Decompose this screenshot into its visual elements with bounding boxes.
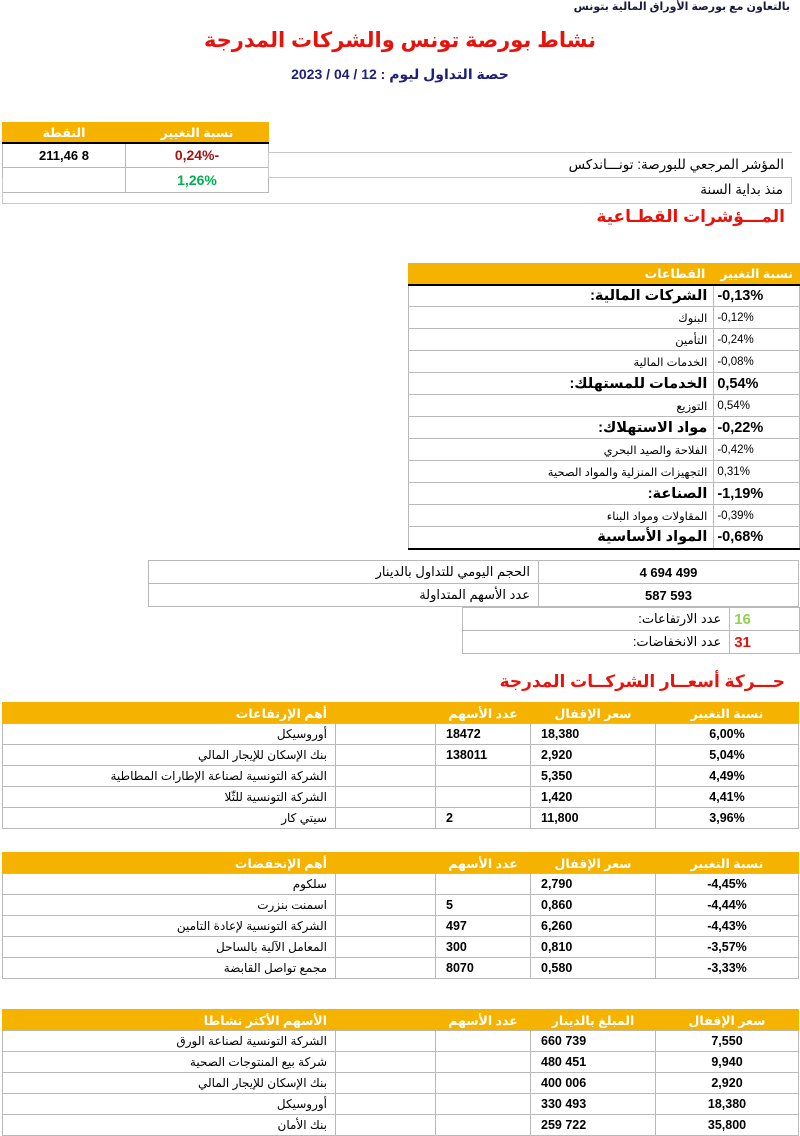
table-row [409,461,800,483]
loser-change: -4,44% [656,895,799,916]
gainer-change: 4,49% [656,766,799,787]
gainer-change: 6,00% [656,724,799,745]
col-header-losers-title: أهم الإنخفضات [3,853,336,874]
gainer-price: 5,350 [531,766,656,787]
active-spacer [336,1052,436,1073]
page-title: نشاط بورصة تونس والشركات المدرجة [203,29,597,52]
loser-price: 0,810 [531,937,656,958]
table-row [3,724,799,745]
table-header-row [3,703,799,724]
sector-name: الشركات المالية: [409,285,714,307]
active-qty [436,1094,531,1115]
sector-change: -0,42% [714,439,800,461]
gainer-spacer [336,724,436,745]
col-header-change: نسبة التغيير [126,123,269,143]
table-row [409,395,800,417]
gainer-change: 4,41% [656,787,799,808]
active-name: أوروسيكل [3,1094,336,1115]
table-row [409,505,800,527]
table-row [3,1094,799,1115]
active-qty [436,1073,531,1094]
active-amount: 330 493 [531,1094,656,1115]
table-row [3,1073,799,1094]
session-date: حصة التداول ليوم : 12 / 04 / 2023 [291,66,509,82]
sector-change: -0,39% [714,505,800,527]
advancers-label: عدد الارتفاعات: [463,608,730,631]
gainer-spacer [336,766,436,787]
table-row [3,143,269,168]
loser-spacer [336,916,436,937]
sector-change: -0,24% [714,329,800,351]
gainer-change: 3,96% [656,808,799,829]
col-header-share-count: عدد الأسهم [436,1010,531,1031]
table-row [409,527,800,549]
top-gainers-table [2,702,799,829]
sector-name: مواد الاستهلاك: [409,417,714,439]
table-row [409,307,800,329]
active-qty [436,1052,531,1073]
active-name: بنك الإسكان للإيجار المالي [3,1073,336,1094]
loser-spacer [336,895,436,916]
sector-change: -0,08% [714,351,800,373]
index-label-ytd: منذ بداية السنة [700,182,783,197]
table-row [409,329,800,351]
gainer-qty [436,766,531,787]
sector-indices-table [408,263,800,550]
active-amount: 480 451 [531,1052,656,1073]
col-header-share-count: عدد الأسهم [436,703,531,724]
table-header-row [3,853,799,874]
index-change-value: -0,24% [126,143,269,168]
active-price: 35,800 [656,1115,799,1136]
table-row [409,373,800,395]
loser-price: 0,580 [531,958,656,979]
table-row [149,584,799,607]
col-header-close-price: سعر الإقفال [531,853,656,874]
col-header-sector-change: نسبة التغيير [714,264,800,285]
table-header-row [3,1010,799,1031]
col-header-close-price: سعر الإقفال [656,1010,799,1031]
col-header-change: نسبة التغيير [656,703,799,724]
loser-price: 0,860 [531,895,656,916]
daily-volume-table [148,560,799,607]
table-row [3,1115,799,1136]
loser-qty: 5 [436,895,531,916]
partner-line: بالتعاون مع بورصة الأوراق المالية بتونس [573,1,790,13]
table-row [409,417,800,439]
shares-traded-value: 587 593 [539,584,799,607]
col-header-spacer [336,1010,436,1031]
gainer-name: الشركة التونسية لصناعة الإطارات المطاطية [3,766,336,787]
gainer-name: سيتي كار [3,808,336,829]
gainer-qty: 138011 [436,745,531,766]
sector-name: الخدمات للمستهلك: [409,373,714,395]
loser-name: مجمع تواصل القابضة [3,958,336,979]
col-header-sector-name: القطاعات [409,264,714,285]
sector-change: 0,54% [714,395,800,417]
index-label-row-1 [268,152,792,178]
loser-qty: 8070 [436,958,531,979]
active-name: الشركة التونسية لصناعة الورق [3,1031,336,1052]
shares-traded-label: عدد الأسهم المتداولة [149,584,539,607]
col-header-gainers-title: أهم الإرتفاعات [3,703,336,724]
gainer-qty: 2 [436,808,531,829]
active-name: شركة بيع المنتوجات الصحية [3,1052,336,1073]
loser-price: 2,790 [531,874,656,895]
active-amount: 660 739 [531,1031,656,1052]
sector-change: -0,68% [714,527,800,549]
table-row [3,1052,799,1073]
gainer-price: 1,420 [531,787,656,808]
sector-name: التجهيزات المنزلية والمواد الصحية [409,461,714,483]
gainer-spacer [336,787,436,808]
loser-name: اسمنت بنزرت [3,895,336,916]
table-header-row [409,264,800,285]
sector-change: -0,13% [714,285,800,307]
active-qty [436,1115,531,1136]
sector-name: المقاولات ومواد البناء [409,505,714,527]
index-point-value: 8 211,46 [3,143,126,168]
loser-change: -3,33% [656,958,799,979]
sector-change: 0,31% [714,461,800,483]
col-header-change: نسبة التغيير [656,853,799,874]
loser-name: سلكوم [3,874,336,895]
advancers-count: 16 [730,608,800,631]
sector-name: التأمين [409,329,714,351]
col-header-close-price: سعر الإقفال [531,703,656,724]
col-header-amount-dinar: المبلغ بالدينار [531,1010,656,1031]
active-spacer [336,1031,436,1052]
loser-spacer [336,874,436,895]
sector-name: الصناعة: [409,483,714,505]
active-amount: 259 722 [531,1115,656,1136]
table-row [409,351,800,373]
table-row [3,958,799,979]
section-heading-sector-indices: المـــؤشرات القطـاعية [596,207,785,226]
active-qty [436,1031,531,1052]
gainer-price: 2,920 [531,745,656,766]
active-price: 18,380 [656,1094,799,1115]
sector-name: الخدمات المالية [409,351,714,373]
loser-qty [436,874,531,895]
gainer-price: 18,380 [531,724,656,745]
table-row [3,787,799,808]
table-row [3,874,799,895]
active-price: 9,940 [656,1052,799,1073]
gainer-price: 11,800 [531,808,656,829]
gainer-name: أوروسيكل [3,724,336,745]
sector-name: البنوك [409,307,714,329]
loser-name: الشركة التونسية لإعادة التامين [3,916,336,937]
most-active-table [2,1009,799,1136]
active-spacer [336,1073,436,1094]
table-row [3,895,799,916]
sector-name: التوزيع [409,395,714,417]
daily-volume-value: 4 694 499 [539,561,799,584]
table-row [3,916,799,937]
ytd-change-value: 1,26% [126,168,269,193]
sector-change: -0,22% [714,417,800,439]
col-header-spacer [336,703,436,724]
sector-name: الفلاحة والصيد البحري [409,439,714,461]
col-header-most-active-title: الأسهم الأكثر نشاطا [3,1010,336,1031]
gainer-qty: 18472 [436,724,531,745]
table-row [149,561,799,584]
daily-volume-label: الحجم اليومي للتداول بالدينار [149,561,539,584]
index-label-row-2 [2,178,792,204]
active-spacer [336,1094,436,1115]
active-name: بنك الأمان [3,1115,336,1136]
gainer-name: الشركة التونسية للثّلا [3,787,336,808]
col-header-share-count: عدد الأسهم [436,853,531,874]
loser-spacer [336,937,436,958]
col-header-point: النقطة [3,123,126,143]
active-spacer [336,1115,436,1136]
section-heading-price-movements: حـــركة أسعــار الشركــات المدرجة [499,672,785,691]
table-row [3,808,799,829]
loser-qty: 300 [436,937,531,958]
loser-change: -4,45% [656,874,799,895]
loser-change: -3,57% [656,937,799,958]
decliners-count: 31 [730,631,800,654]
gainer-spacer [336,808,436,829]
active-price: 2,920 [656,1073,799,1094]
active-price: 7,550 [656,1031,799,1052]
loser-qty: 497 [436,916,531,937]
top-losers-table [2,852,799,979]
table-row [409,483,800,505]
gainer-qty [436,787,531,808]
decliners-label: عدد الانخفاضات: [463,631,730,654]
index-label-benchmark: المؤشر المرجعي للبورصة: تونـــاندكس [568,157,784,172]
table-row [409,285,800,307]
sector-change: -1,19% [714,483,800,505]
gainer-change: 5,04% [656,745,799,766]
table-row [3,937,799,958]
loser-change: -4,43% [656,916,799,937]
sector-change: -0,12% [714,307,800,329]
table-row [3,745,799,766]
advancers-decliners-table [462,607,800,654]
table-row [463,631,800,654]
loser-name: المعامل الآلية بالساحل [3,937,336,958]
loser-spacer [336,958,436,979]
table-header-row [3,123,269,143]
col-header-spacer [336,853,436,874]
table-row [409,439,800,461]
table-row [3,1031,799,1052]
sector-name: المواد الأساسية [409,527,714,549]
loser-price: 6,260 [531,916,656,937]
gainer-spacer [336,745,436,766]
active-amount: 400 006 [531,1073,656,1094]
sector-change: 0,54% [714,373,800,395]
table-row [463,608,800,631]
gainer-name: بنك الإسكان للإيجار المالي [3,745,336,766]
table-row [3,766,799,787]
